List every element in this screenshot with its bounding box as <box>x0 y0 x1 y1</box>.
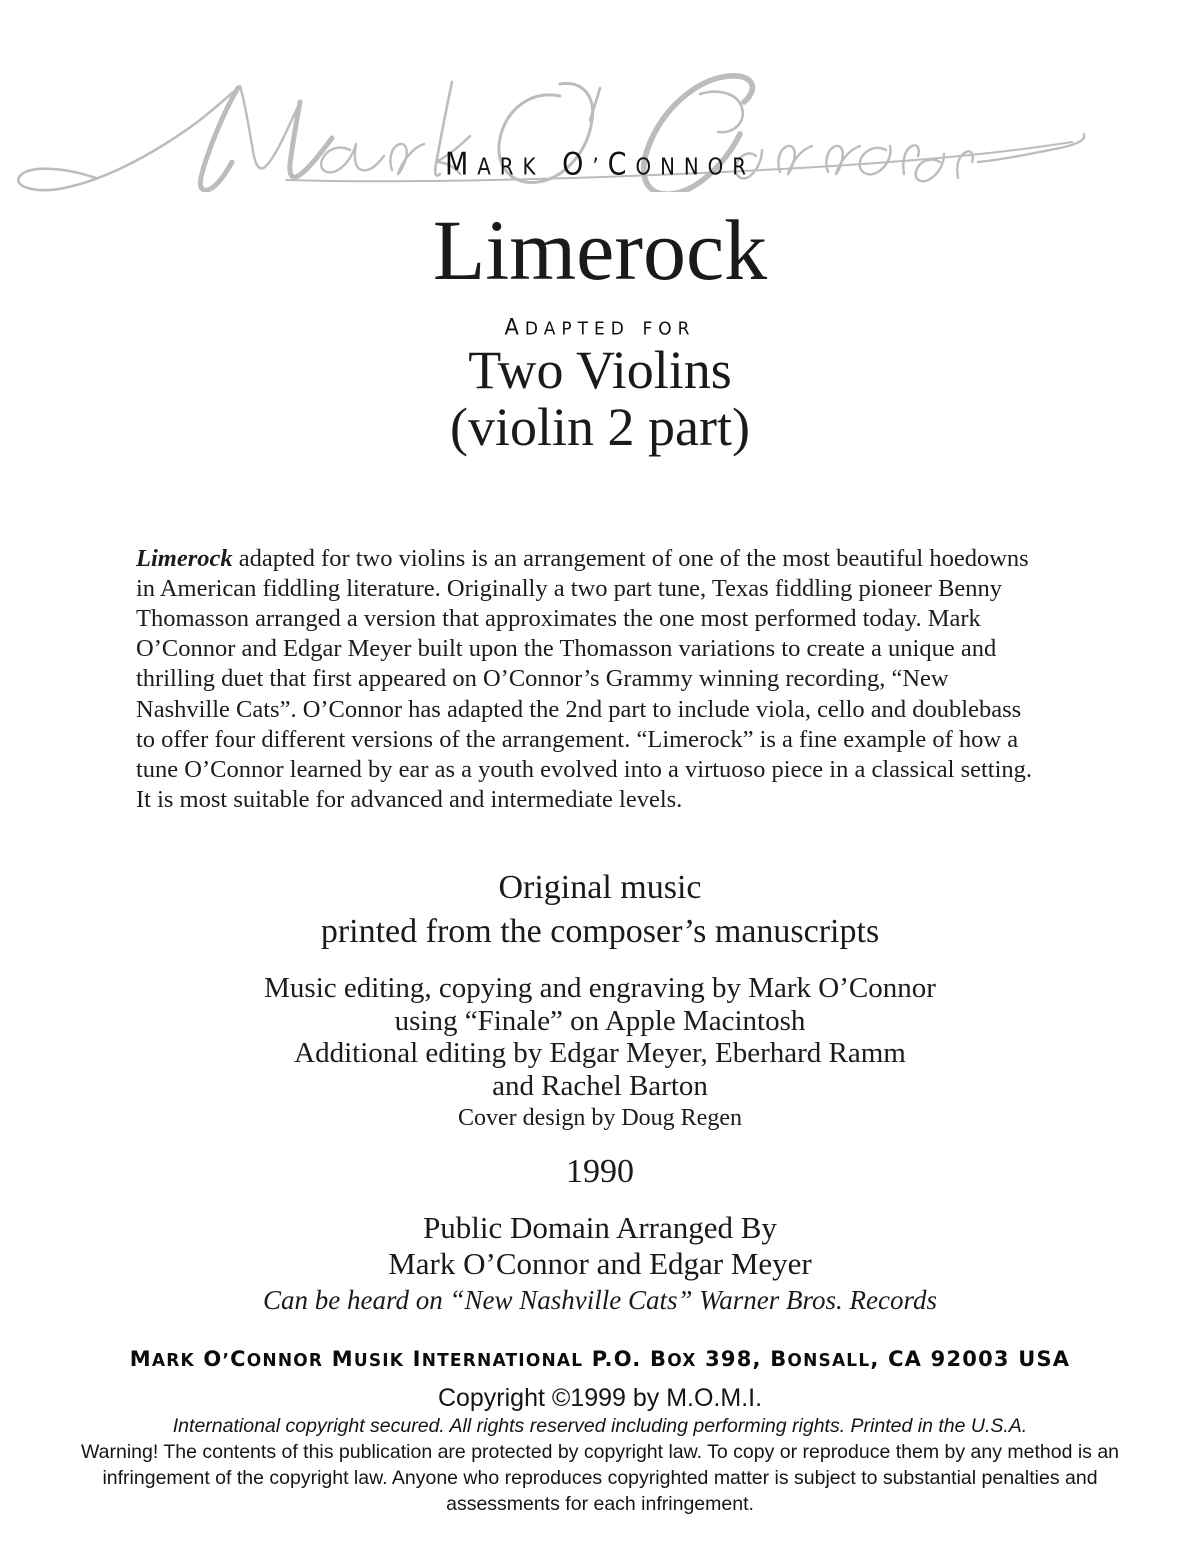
original-music-line-2: printed from the composer’s manuscripts <box>320 913 880 950</box>
original-music-statement <box>0 866 1200 954</box>
production-credits <box>0 972 1200 1135</box>
logo-wordmark-text: MARK O’CONNOR <box>444 146 756 183</box>
copyright-line: Copyright ©1999 by M.O.M.I. <box>437 1384 763 1412</box>
arranger-credits <box>0 1210 1200 1318</box>
description-body: adapted for two violins is an arrangement of one of the most beautiful hoedowns in American fiddling literature. Originally a two part tune, Texas fiddling pioneer Benny Thomasson arranged a version that approximates the one most performed today. Mark O’Connor and Edgar Meyer built upon the Thomasson variations to create a unique and thrilling duet that first appeared on O’Connor’s Grammy winning recording, “New Nashville Cats”. O’Connor has adapted the 2nd part to include viola, cello and doublebass to offer four different versions of the arrangement. “Limerock” is a fine example of how a tune O’Connor learned by ear as a youth evolved into a virtuoso piece in a classical setting. It is most suitable for advanced and intermediate levels. <box>136 544 1033 814</box>
adapted-for-text: ADAPTED FOR <box>504 314 696 340</box>
instrumentation <box>0 342 1200 456</box>
credit-additional-editing: Additional editing by Edgar Meyer, Eberhard Ramm <box>294 1037 906 1069</box>
description-paragraph <box>136 544 1036 816</box>
credit-software: using “Finale” on Apple Macintosh <box>394 1004 806 1037</box>
credit-music-editing: Music editing, copying and engraving by Mark O’Connor <box>264 972 936 1004</box>
legal-warning-text: Warning! The contents of this publication are protected by copyright law. To copy or reproduce them by any method is an infringement of the copyright law. Anyone who reproduces copyrighted matter is subject to substantial penalties and assessments for each infringement. <box>80 1441 1120 1515</box>
credit-additional-editing-cont: and Rachel Barton <box>492 1069 708 1102</box>
arranger-line-1: Public Domain Arranged By <box>423 1210 777 1245</box>
legal-secured-line: International copyright secured. All rights reserved including performing rights. Printed in the U.S.A. <box>172 1415 1028 1437</box>
page-title: Limerock <box>432 202 768 298</box>
original-music-line-1: Original music <box>498 869 702 906</box>
instrument-line-1: Two Violins <box>468 340 732 400</box>
adapted-for-label <box>0 313 1200 342</box>
publisher-logo <box>0 62 1200 192</box>
publisher-address <box>0 1346 1200 1376</box>
year: 1990 <box>566 1153 634 1190</box>
arranger-line-2: Mark O’Connor and Edgar Meyer <box>388 1246 812 1281</box>
logo-wordmark <box>0 147 1200 186</box>
instrument-line-2: (violin 2 part) <box>450 397 750 457</box>
recording-reference: Can be heard on “New Nashville Cats” Warner Bros. Records <box>262 1285 937 1315</box>
credit-cover-design: Cover design by Doug Regen <box>458 1105 742 1131</box>
legal-notice <box>0 1413 1200 1517</box>
publisher-address-text: MARK O’CONNOR MUSIK INTERNATIONAL P.O. BOX 398, BONSALL, CA 92003 USA <box>129 1346 1071 1372</box>
description-lead-title: Limerock <box>136 544 233 572</box>
